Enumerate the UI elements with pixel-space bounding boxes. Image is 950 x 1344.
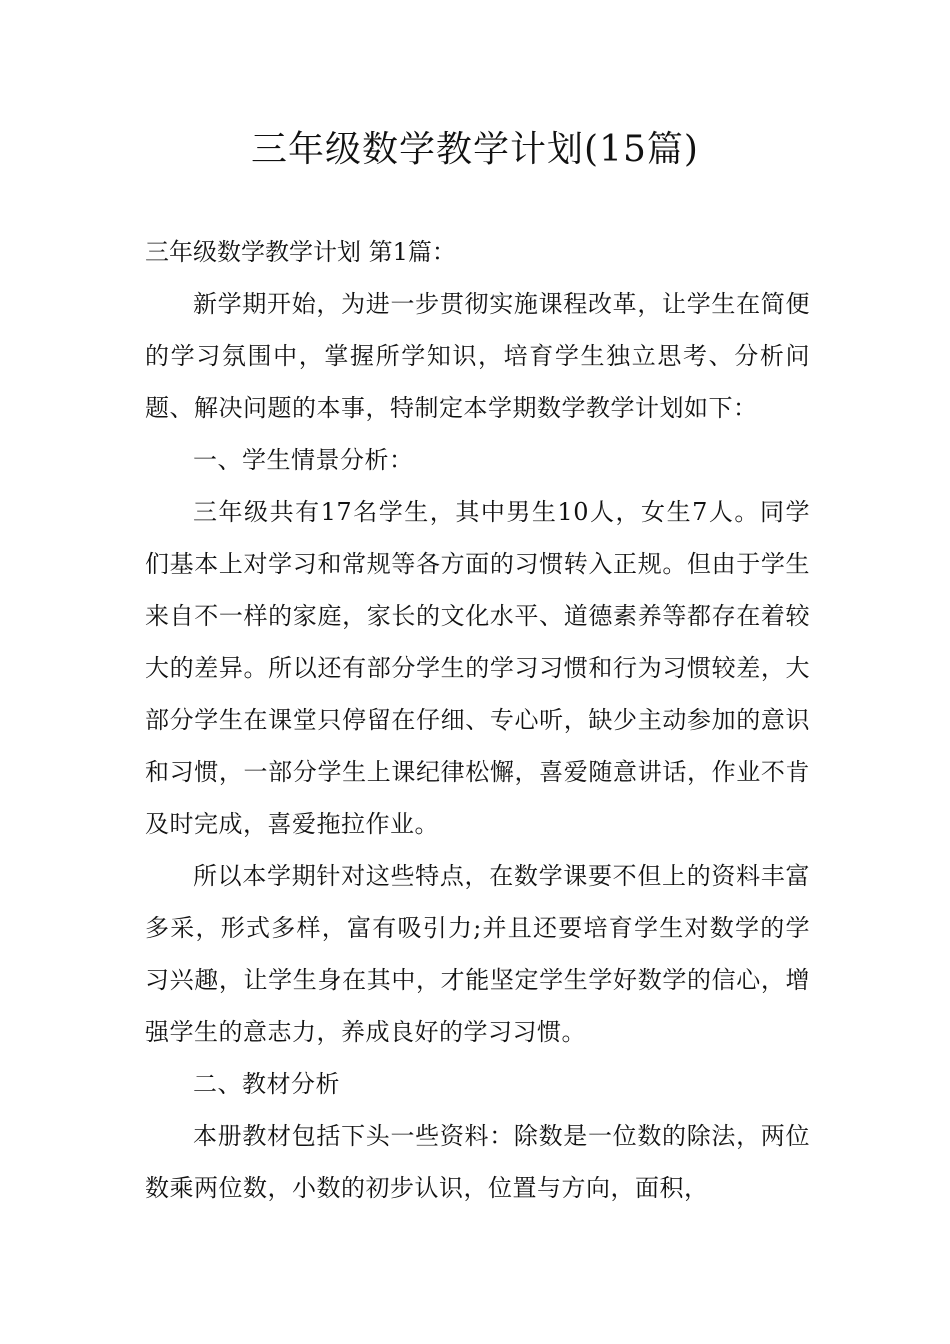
paragraph-student-analysis: 三年级共有17名学生，其中男生10人，女生7人。同学们基本上对学习和常规等各方面的习惯转入正规。但由于学生来自不一样的家庭，家长的文化水平、道德素养等都存在着较大的差异。所以还有部分学生的学习习惯和行为习惯较差，大部分学生在课堂只停留在仔细、专心听，缺少主动参加的意识和习惯，一部分学生上课纪律松懈，喜爱随意讲话，作业不肯及时完成，喜爱拖拉作业。 [145,498,810,838]
heading-student-analysis: 一、学生情景分析： [193,446,414,474]
document-body [145,226,810,1214]
heading-textbook-analysis: 二、教材分析 [193,1070,340,1098]
document-title: 三年级数学教学计划(15篇) [251,129,699,170]
paragraph-textbook-analysis: 本册教材包括下头一些资料：除数是一位数的除法，两位数乘两位数，小数的初步认识，位置与方向，面积， [145,1122,810,1202]
paragraph-teaching-focus: 所以本学期针对这些特点，在数学课要不但上的资料丰富多采，形式多样，富有吸引力;并且还要培育学生对数学的学习兴趣，让学生身在其中，才能坚定学生学好数学的信心，增强学生的意志力，养成良好的学习习惯。 [145,862,810,1046]
paragraph-intro: 新学期开始，为进一步贯彻实施课程改革，让学生在简便的学习氛围中，掌握所学知识，培育学生独立思考、分析问题、解决问题的本事，特制定本学期数学教学计划如下： [145,290,810,422]
section-heading: 三年级数学教学计划 第1篇： [145,238,456,266]
